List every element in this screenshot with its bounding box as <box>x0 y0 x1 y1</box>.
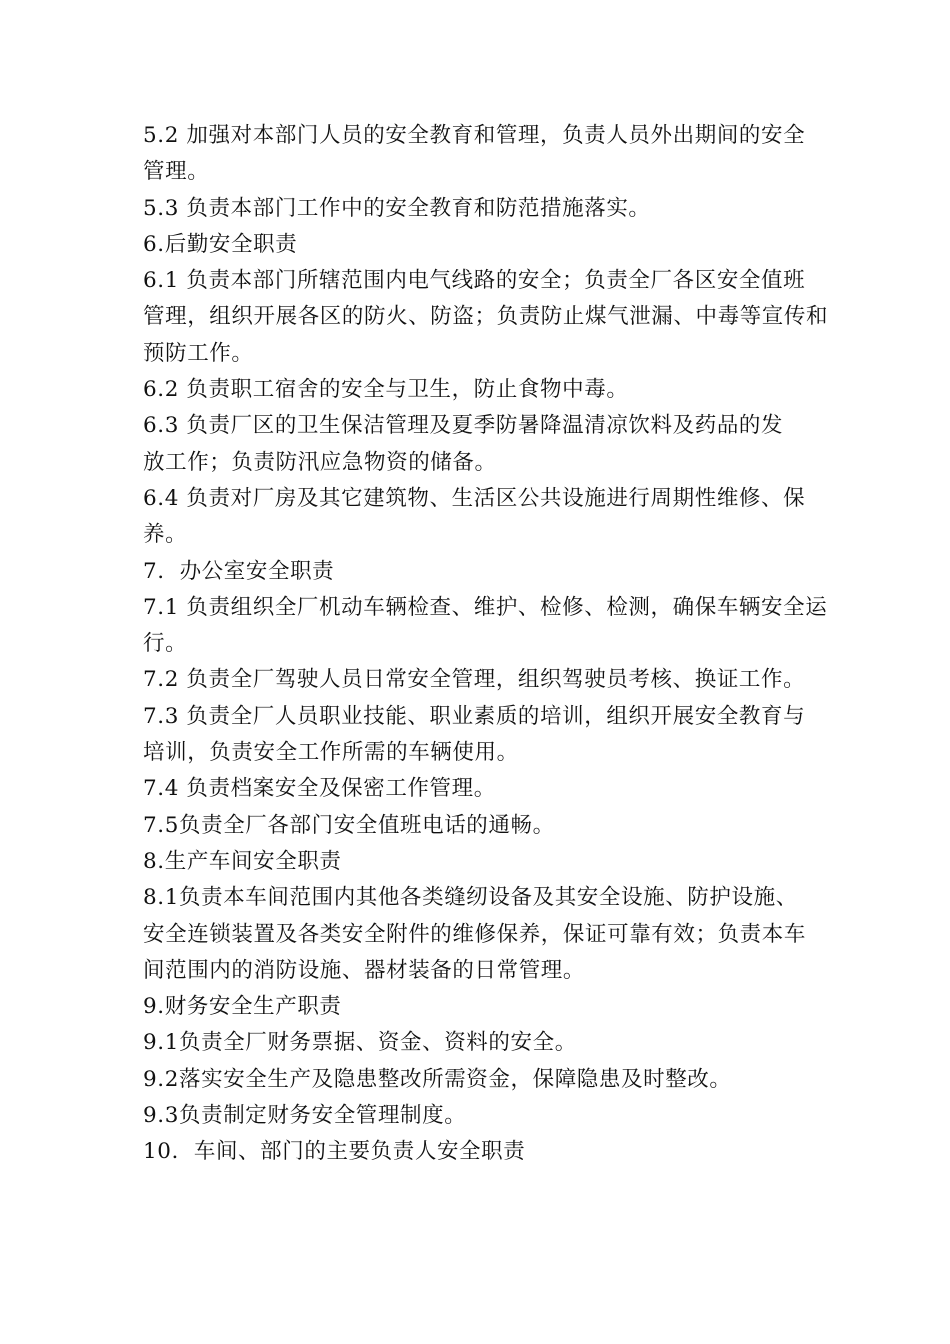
text-line: 7.3 负责全厂人员职业技能、职业素质的培训，组织开展安全教育与 <box>143 703 806 729</box>
text-line: 5.3 负责本部门工作中的安全教育和防范措施落实。 <box>143 195 651 221</box>
section-heading: 8.生产车间安全职责 <box>143 848 342 874</box>
text-line: 6.3 负责厂区的卫生保洁管理及夏季防暑降温清凉饮料及药品的发 <box>143 413 784 439</box>
text-line: 7.4 负责档案安全及保密工作管理。 <box>143 776 496 802</box>
text-line: 间范围内的消防设施、器材装备的日常管理。 <box>143 957 586 983</box>
text-line: 安全连锁装置及各类安全附件的维修保养，保证可靠有效；负责本车 <box>143 921 807 947</box>
text-line: 培训，负责安全工作所需的车辆使用。 <box>143 740 519 766</box>
text-line: 放工作；负责防汛应急物资的储备。 <box>143 449 497 475</box>
text-line: 6.4 负责对厂房及其它建筑物、生活区公共设施进行周期性维修、保 <box>143 485 806 511</box>
text-line: 9.3负责制定财务安全管理制度。 <box>143 1103 467 1129</box>
document-body <box>143 118 829 1171</box>
text-line: 管理，组织开展各区的防火、防盗；负责防止煤气泄漏、中毒等宣传和 <box>143 304 829 330</box>
text-line: 5.2 加强对本部门人员的安全教育和管理，负责人员外出期间的安全 <box>143 123 806 148</box>
text-line: 预防工作。 <box>143 340 254 366</box>
text-line: 8.1负责本车间范围内其他各类缝纫设备及其安全设施、防护设施、 <box>143 885 798 911</box>
section-heading: 6.后勤安全职责 <box>143 231 298 257</box>
text-line: 9.2落实安全生产及隐患整改所需资金，保障隐患及时整改。 <box>143 1066 732 1092</box>
text-line: 管理。 <box>143 159 210 185</box>
section-heading: 9.财务安全生产职责 <box>143 994 342 1020</box>
text-line: 9.1负责全厂财务票据、资金、资料的安全。 <box>143 1030 577 1056</box>
text-line: 7.2 负责全厂驾驶人员日常安全管理，组织驾驶员考核、换证工作。 <box>143 667 806 693</box>
text-line: 养。 <box>143 522 188 548</box>
text-line: 6.1 负责本部门所辖范围内电气线路的安全；负责全厂各区安全值班 <box>143 268 806 294</box>
section-heading: 10. 车间、部门的主要负责人安全职责 <box>143 1139 526 1165</box>
text-line: 7.1 负责组织全厂机动车辆检查、维护、检修、检测，确保车辆安全运 <box>143 594 828 620</box>
text-line: 7.5负责全厂各部门安全值班电话的通畅。 <box>143 812 555 838</box>
section-heading: 7. 办公室安全职责 <box>143 558 335 584</box>
text-line: 6.2 负责职工宿舍的安全与卫生，防止食物中毒。 <box>143 377 629 403</box>
text-line: 行。 <box>143 631 188 657</box>
